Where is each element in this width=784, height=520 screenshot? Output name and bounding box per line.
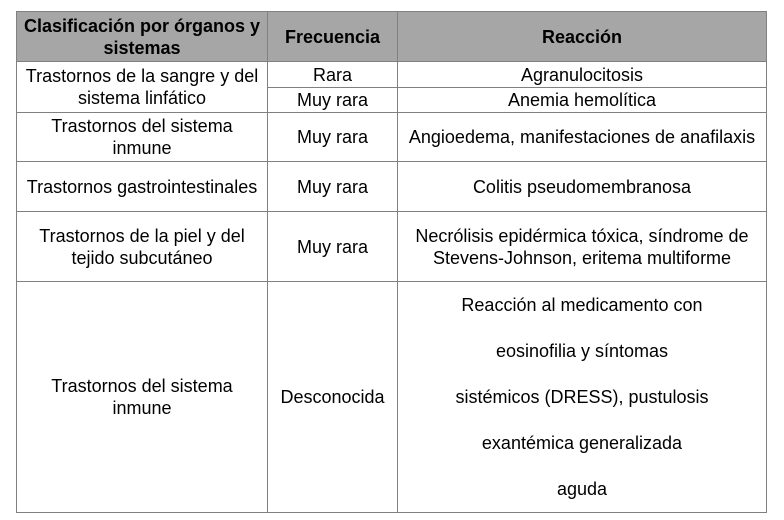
frequency-cell: Desconocida <box>268 282 398 513</box>
organ-cell: Trastornos del sistema inmune <box>17 113 268 162</box>
organ-cell: Trastornos del sistema inmune <box>17 282 268 513</box>
frequency-cell: Muy rara <box>268 113 398 162</box>
reaction-line: eosinofilia y síntomas <box>495 341 669 361</box>
header-frequency: Frecuencia <box>268 12 398 62</box>
reaction-line: exantémica generalizada <box>481 433 683 453</box>
frequency-cell: Rara <box>268 62 398 88</box>
reaction-cell: Necrólisis epidérmica tóxica, síndrome de Stevens-Johnson, eritema multiforme <box>398 212 767 282</box>
reaction-cell: Anemia hemolítica <box>398 88 767 113</box>
header-classification: Clasificación por órganos y sistemas <box>17 12 268 62</box>
table-row <box>17 113 767 162</box>
reaction-line: sistémicos (DRESS), pustulosis <box>455 387 709 407</box>
reaction-line: Reacción al medicamento con <box>461 295 703 315</box>
header-reaction: Reacción <box>398 12 767 62</box>
frequency-cell: Muy rara <box>268 88 398 113</box>
reaction-cell: Angioedema, manifestaciones de anafilaxis <box>398 113 767 162</box>
table-row <box>17 212 767 282</box>
organ-cell: Trastornos gastrointestinales <box>17 162 268 212</box>
frequency-cell: Muy rara <box>268 162 398 212</box>
reaction-cell: Colitis pseudomembranosa <box>398 162 767 212</box>
table-header-row <box>17 12 767 62</box>
reaction-cell <box>398 282 767 513</box>
table-row <box>17 282 767 513</box>
adverse-reactions-table <box>16 11 767 513</box>
frequency-cell: Muy rara <box>268 212 398 282</box>
table-row <box>17 162 767 212</box>
organ-cell: Trastornos de la sangre y del sistema linfático <box>17 62 268 113</box>
reaction-line: aguda <box>556 479 608 499</box>
organ-cell: Trastornos de la piel y del tejido subcutáneo <box>17 212 268 282</box>
reaction-cell: Agranulocitosis <box>398 62 767 88</box>
table-row <box>17 62 767 88</box>
